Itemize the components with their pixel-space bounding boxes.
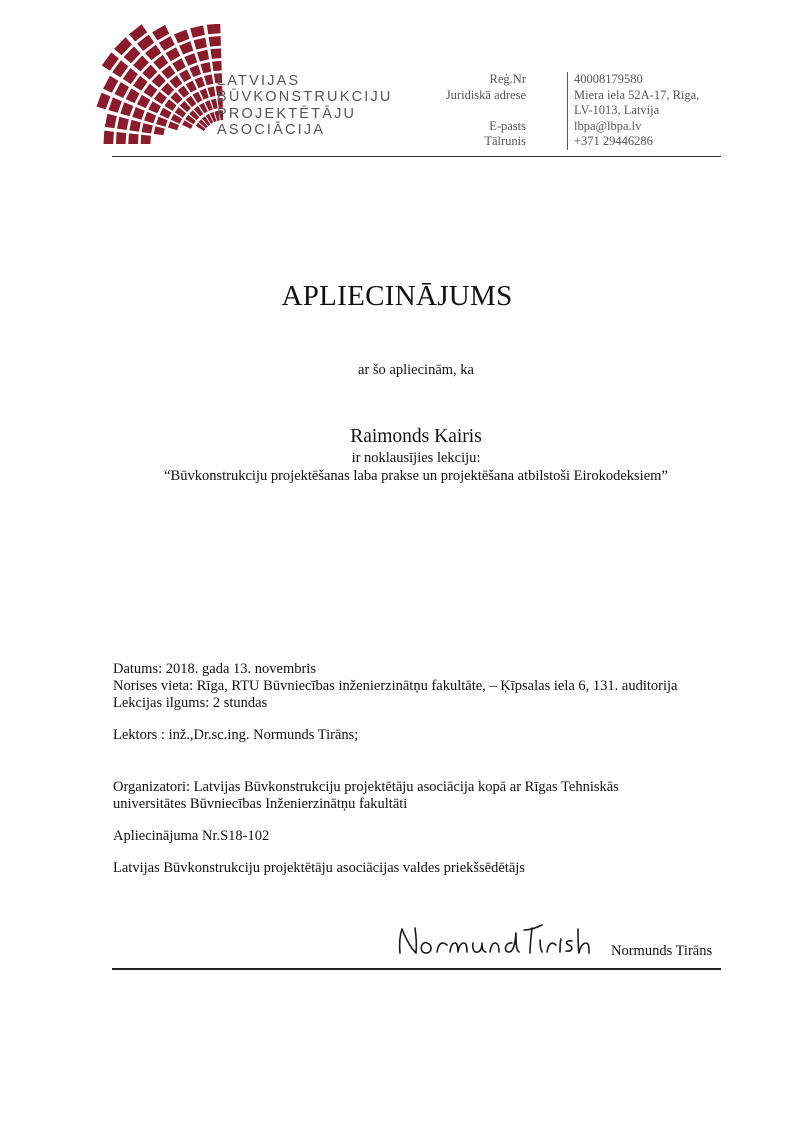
email-value[interactable]: lbpa@lbpa.lv <box>574 118 642 133</box>
lecture-title: “Būvkonstrukciju projektēšanas laba prakse un projektēšana atbilstoši Eirokodeksiem” <box>164 468 668 484</box>
handwritten-signature <box>390 895 598 965</box>
signer-name: Normunds Tirāns <box>611 943 713 959</box>
phone-value: +371 29446286 <box>574 134 653 149</box>
header-divider <box>112 156 721 157</box>
details-block <box>113 661 733 877</box>
attended-text: ir noklausījies lekciju: <box>351 450 481 466</box>
logo-line-2: BŪVKONSTRUKCIJU <box>217 89 393 106</box>
certificate-title: APLIECINĀJUMS <box>281 280 513 312</box>
organizers-line-2: universitātes Būvniecības Inženierzinātņu fakultāti <box>113 796 408 812</box>
recipient-name: Raimonds Kairis <box>350 426 482 447</box>
lecturer-line: Lektors : inž.,Dr.sc.ing. Normunds Tirāns; <box>113 727 359 743</box>
logo-line-4: ASOCIĀCIJA <box>217 122 326 139</box>
signer-title: Latvijas Būvkonstrukciju projektētāju asociācijas valdes priekšsēdētājs <box>113 860 525 876</box>
association-logo-icon <box>96 24 230 146</box>
organizers-line-1: Organizatori: Latvijas Būvkonstrukciju projektētāju asociācija kopā ar Rīgas Tehniskās <box>113 779 619 795</box>
footer-divider <box>112 968 721 970</box>
reg-label: Reģ.Nr <box>489 72 526 86</box>
logo-line-3: PROJEKTĒTĀJU <box>217 105 357 122</box>
phone-label: Tālrunis <box>484 134 526 149</box>
duration-line: Lekcijas ilgums: 2 stundas <box>113 695 268 711</box>
address-line-1: Miera iela 52A-17, Rīga, <box>574 87 700 102</box>
association-logo-text <box>217 73 393 139</box>
venue-line: Norises vieta: Rīga, RTU Būvniecības inženierzinātņu fakultāte, – Ķīpsalas iela 6, 131. auditorija <box>113 678 678 694</box>
email-label: E-pasts <box>489 118 526 133</box>
contact-divider <box>567 72 568 150</box>
logo-line-1: LATVIJAS <box>217 73 301 89</box>
date-line: Datums: 2018. gada 13. novembris <box>113 661 316 677</box>
certificate-subtitle: ar šo apliecinām, ka <box>358 362 474 378</box>
reg-value: 40008179580 <box>574 72 643 86</box>
certificate-number: Apliecinājuma Nr.S18-102 <box>113 828 270 844</box>
address-label: Juridiskā adrese <box>445 87 526 102</box>
address-line-2: LV-1013, Latvija <box>574 103 660 118</box>
